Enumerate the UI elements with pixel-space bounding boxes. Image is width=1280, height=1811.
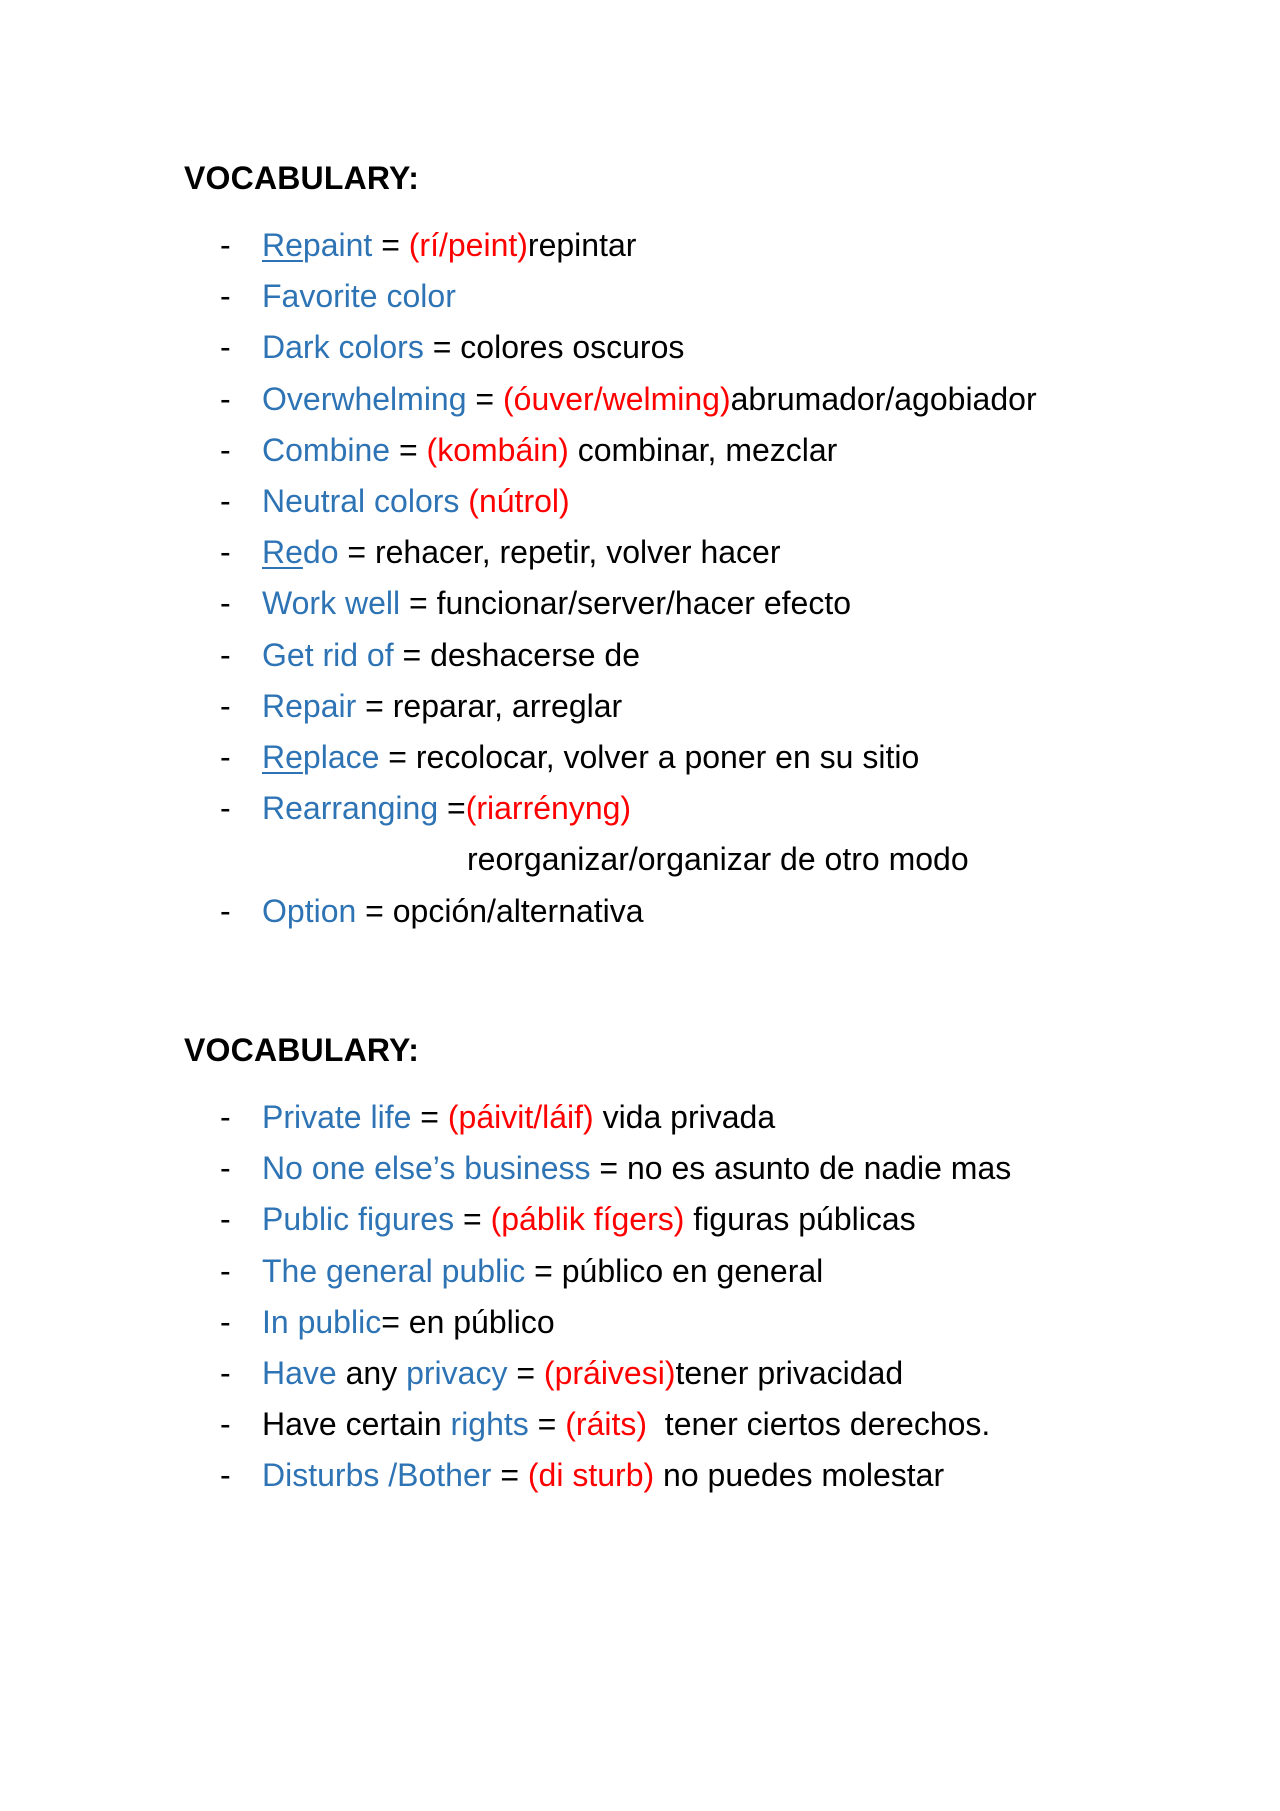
bullet-dash: - — [220, 636, 231, 673]
list-item — [184, 527, 1184, 578]
meaning: público en general — [561, 1252, 824, 1289]
bullet-dash: - — [220, 1406, 231, 1443]
pronunciation: (páivit/láif) — [447, 1099, 594, 1135]
list-item — [184, 1348, 1184, 1399]
equals: = — [356, 892, 393, 929]
meaning: vida privada — [593, 1099, 776, 1135]
bullet-dash: - — [220, 892, 231, 929]
term: place — [302, 739, 380, 776]
term: Private life — [262, 1099, 412, 1135]
bullet-dash: - — [220, 790, 231, 827]
list-item — [184, 578, 1184, 629]
pronunciation: (óuver/welming) — [502, 380, 731, 417]
term-prefix: Re — [262, 739, 303, 776]
bullet-dash: - — [220, 431, 231, 468]
meaning: deshacerse de — [430, 636, 640, 673]
meaning: tener privacidad — [675, 1355, 904, 1392]
bullet-dash: - — [220, 534, 231, 571]
term: In public — [262, 1303, 382, 1340]
section-heading: VOCABULARY: — [184, 1032, 420, 1068]
bullet-dash: - — [220, 1099, 231, 1135]
list-item — [184, 1194, 1184, 1245]
equals: = — [356, 687, 393, 724]
pronunciation: (kombáin) — [426, 431, 569, 468]
bullet-dash: - — [220, 1355, 231, 1392]
list-item — [184, 1143, 1184, 1194]
list-item — [184, 886, 1184, 937]
bullet-dash: - — [220, 278, 231, 315]
term: Disturbs /Bother — [262, 1457, 492, 1494]
meaning: reparar, arreglar — [392, 687, 623, 724]
equals: = — [423, 329, 461, 366]
list-item — [184, 476, 1184, 527]
bullet-dash: - — [220, 1201, 231, 1238]
pronunciation: (páblik fígers) — [490, 1201, 685, 1238]
bullet-dash: - — [220, 1150, 231, 1187]
term: Work well — [262, 585, 401, 622]
bullet-dash: - — [220, 739, 231, 776]
term: privacy — [406, 1355, 508, 1392]
term: Neutral colors — [262, 483, 460, 520]
term: Repair — [262, 687, 357, 724]
term: Have — [262, 1355, 337, 1392]
term: No one else’s business — [262, 1150, 591, 1187]
pronunciation: (di sturb) — [527, 1457, 655, 1494]
bullet-dash: - — [220, 227, 231, 263]
term: Option — [262, 892, 357, 929]
bullet-dash: - — [220, 585, 231, 622]
term: do — [302, 534, 339, 571]
list-item — [184, 1450, 1184, 1501]
pronunciation: (nútrol) — [459, 483, 570, 520]
equals: = — [390, 431, 427, 468]
equals: = — [381, 1303, 409, 1340]
list-item — [184, 1297, 1184, 1348]
list-item — [184, 681, 1184, 732]
meaning: figuras públicas — [684, 1201, 916, 1238]
equals: = — [393, 636, 431, 673]
list-item — [184, 783, 1184, 885]
list-item — [184, 732, 1184, 783]
lead-text: Have certain — [262, 1406, 451, 1443]
pronunciation: (rí/peint) — [408, 227, 528, 263]
meaning: recolocar, volver a poner en su sitio — [415, 739, 920, 776]
list-item — [184, 271, 1184, 322]
equals: = — [528, 1406, 566, 1443]
equals: = — [379, 739, 416, 776]
pronunciation: (riarrényng) — [465, 790, 632, 827]
equals: = — [438, 790, 466, 827]
term: Rearranging — [262, 790, 439, 827]
equals: = — [454, 1201, 491, 1238]
meaning: opción/alternativa — [392, 892, 644, 929]
equals: = — [372, 227, 409, 263]
equals: = — [400, 585, 437, 622]
bullet-dash: - — [220, 1252, 231, 1289]
section-heading: VOCABULARY: — [184, 160, 420, 196]
bullet-dash: - — [220, 329, 231, 366]
equals: = — [466, 380, 503, 417]
meaning: colores oscuros — [460, 329, 685, 366]
meaning-continuation: reorganizar/organizar de otro modo — [467, 841, 969, 878]
meaning: abrumador/agobiador — [730, 380, 1037, 417]
vocabulary-list — [184, 1092, 1184, 1502]
connector: any — [336, 1355, 407, 1392]
list-item — [184, 630, 1184, 681]
pronunciation: (práivesi) — [543, 1355, 676, 1392]
bullet-dash: - — [220, 483, 231, 520]
meaning: no es asunto de nadie mas — [626, 1150, 1012, 1187]
list-item — [184, 220, 1184, 271]
meaning: no puedes molestar — [654, 1457, 945, 1494]
term: Combine — [262, 431, 391, 468]
list-item — [184, 1246, 1184, 1297]
list-item — [184, 322, 1184, 373]
term-prefix: Re — [262, 227, 303, 263]
term: paint — [302, 227, 373, 263]
equals: = — [491, 1457, 528, 1494]
list-item — [184, 374, 1184, 425]
equals: = — [525, 1252, 562, 1289]
term: Dark colors — [262, 329, 424, 366]
vocabulary-section-2 — [184, 1030, 1184, 1502]
meaning: en público — [408, 1303, 555, 1340]
term: rights — [450, 1406, 529, 1443]
meaning: funcionar/server/hacer efecto — [436, 585, 851, 622]
term-prefix: Re — [262, 534, 303, 571]
bullet-dash: - — [220, 687, 231, 724]
list-item — [184, 1399, 1184, 1450]
list-item — [184, 425, 1184, 476]
meaning: combinar, mezclar — [568, 431, 838, 468]
term: Overwhelming — [262, 380, 467, 417]
equals: = — [338, 534, 375, 571]
meaning: tener ciertos derechos. — [647, 1406, 991, 1443]
term: Get rid of — [262, 636, 394, 673]
vocabulary-list — [184, 220, 1184, 937]
term: The general public — [262, 1252, 526, 1289]
vocabulary-section-1 — [184, 158, 1184, 937]
equals: = — [411, 1099, 448, 1135]
bullet-dash: - — [220, 1457, 231, 1494]
equals: = — [507, 1355, 544, 1392]
meaning: rehacer, repetir, volver hacer — [374, 534, 781, 571]
pronunciation: (ráits) — [565, 1406, 648, 1443]
bullet-dash: - — [220, 380, 231, 417]
term: Favorite color — [262, 278, 456, 315]
bullet-dash: - — [220, 1303, 231, 1340]
equals: = — [590, 1150, 627, 1187]
meaning: repintar — [527, 227, 637, 263]
term: Public figures — [262, 1201, 455, 1238]
list-item — [184, 1092, 1184, 1143]
